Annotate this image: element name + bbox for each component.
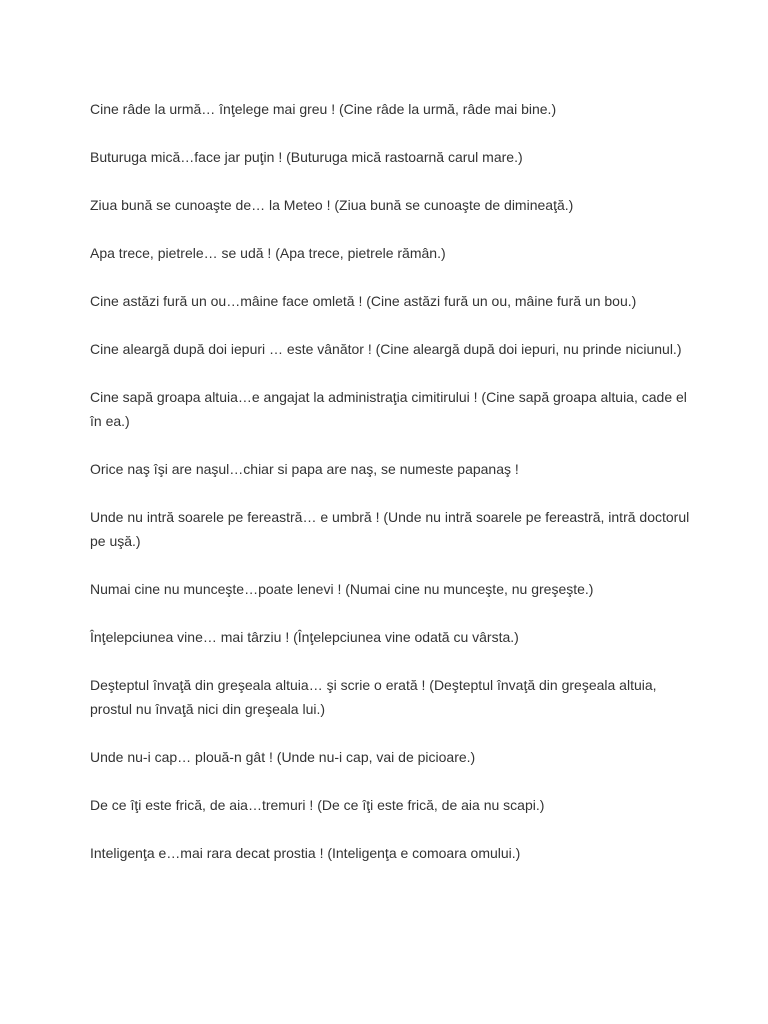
proverb-paragraph: Numai cine nu munceşte…poate lenevi ! (Numai cine nu munceşte, nu greşeşte.) [90, 581, 594, 597]
proverb-paragraph: Unde nu-i cap… plouă-n gât ! (Unde nu-i cap, vai de picioare.) [90, 749, 476, 765]
proverb-paragraph: Apa trece, pietrele… se udă ! (Apa trece, pietrele rămân.) [90, 245, 446, 261]
proverb-paragraph: Cine aleargă după doi iepuri … este vânător ! (Cine aleargă după doi iepuri, nu prinde niciunul.) [90, 341, 682, 357]
proverb-paragraph: Orice naş îşi are naşul…chiar si papa are naş, se numeste papanaş ! [90, 461, 519, 477]
proverb-paragraph: Cine astăzi fură un ou…mâine face omletă ! (Cine astăzi fură un ou, mâine fură un bou.) [90, 293, 637, 309]
proverb-paragraph: Ziua bună se cunoaşte de… la Meteo ! (Ziua bună se cunoaşte de dimineaţă.) [90, 197, 574, 213]
proverb-paragraph: De ce îţi este frică, de aia…tremuri ! (De ce îţi este frică, de aia nu scapi.) [90, 797, 545, 813]
proverb-paragraph: Cine râde la urmă… înţelege mai greu ! (Cine râde la urmă, râde mai bine.) [90, 101, 557, 117]
proverb-paragraph: Inteligenţa e…mai rara decat prostia ! (Inteligenţa e comoara omului.) [90, 845, 521, 861]
proverb-paragraph: Deşteptul învaţă din greşeala altuia… şi scrie o erată ! (Deşteptul învaţă din greşeala altuia, prostul nu învaţă nici din greşeala lui.) [90, 677, 657, 717]
proverb-paragraph: Unde nu intră soarele pe fereastră… e umbră ! (Unde nu intră soarele pe fereastră, intră doctorul pe uşă.) [90, 509, 690, 549]
proverbs-text [90, 97, 690, 889]
proverb-paragraph: Buturuga mică…face jar puţin ! (Buturuga mică rastoarnă carul mare.) [90, 149, 523, 165]
proverb-paragraph: Cine sapă groapa altuia…e angajat la administraţia cimitirului ! (Cine sapă groapa altuia, cade el în ea.) [90, 389, 687, 429]
proverb-paragraph: Înţelepciunea vine… mai târziu ! (Înţelepciunea vine odată cu vârsta.) [90, 629, 519, 645]
